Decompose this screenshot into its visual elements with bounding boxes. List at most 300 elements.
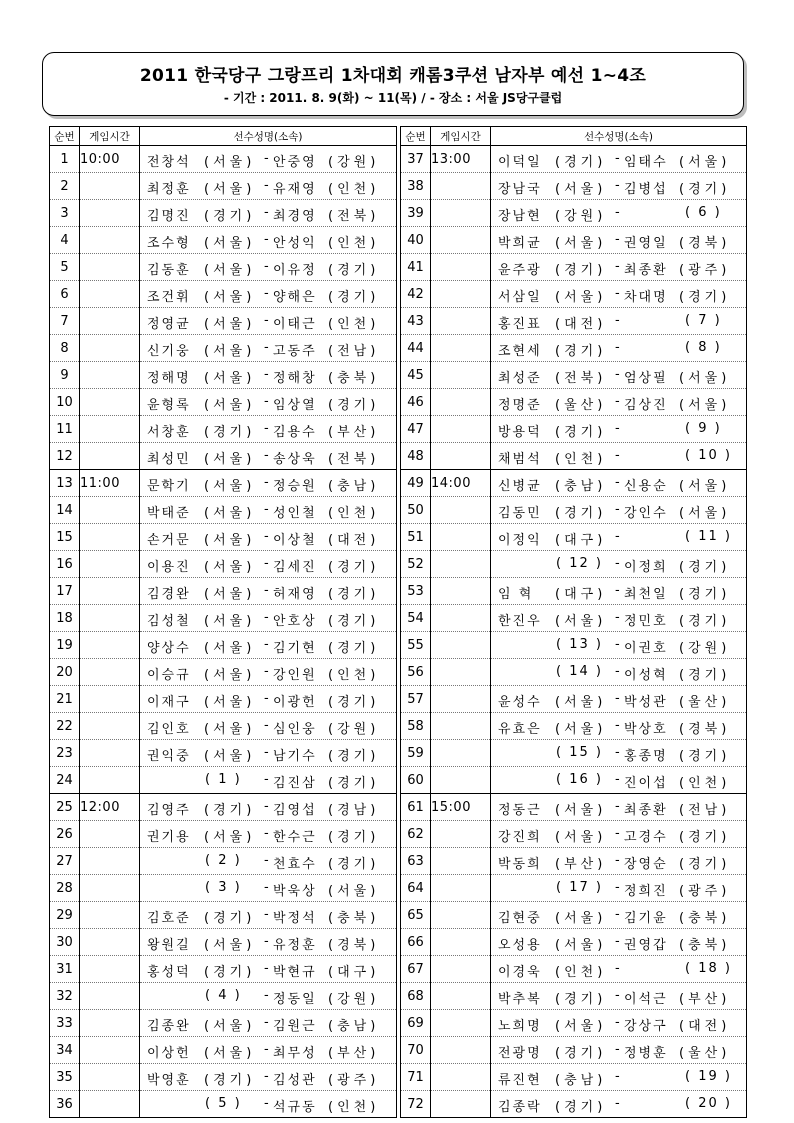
match-row — [401, 578, 747, 605]
player-b-name: 유재영 — [273, 182, 317, 197]
match-players — [491, 713, 747, 740]
player-a-region: (서울) — [555, 1019, 607, 1034]
player-b-region: (전남) — [679, 803, 731, 818]
player-b-region: (대전) — [328, 533, 380, 548]
seed-placeholder: ( 20 ) — [685, 1096, 732, 1111]
player-b-name: 송상욱 — [273, 452, 317, 467]
player-a-region: (서울) — [555, 803, 607, 818]
match-row — [401, 416, 747, 443]
player-a-region: (서울) — [204, 560, 256, 575]
player-b-name: 이권호 — [624, 641, 668, 656]
player-b-name: 안중영 — [273, 155, 317, 170]
player-a-region: (서울) — [204, 263, 256, 278]
match-number: 40 — [401, 227, 431, 254]
game-time — [80, 659, 140, 686]
match-row — [50, 1064, 397, 1091]
game-time — [431, 1010, 491, 1037]
versus-dash: - — [264, 961, 269, 976]
game-time — [80, 902, 140, 929]
versus-dash: - — [615, 637, 620, 652]
player-a-region: (부산) — [555, 857, 607, 872]
versus-dash: - — [615, 394, 620, 409]
player-b-region: (대구) — [328, 965, 380, 980]
match-row — [401, 362, 747, 389]
seed-placeholder: ( 19 ) — [685, 1069, 732, 1084]
game-time — [80, 308, 140, 335]
player-a-region: (울산) — [555, 398, 607, 413]
player-a-name: 권익중 — [147, 749, 191, 764]
player-a-name: 노희명 — [498, 1019, 542, 1034]
match-row — [401, 767, 747, 794]
player-b-region: (강원) — [679, 641, 731, 656]
game-time — [80, 497, 140, 524]
match-number: 32 — [50, 983, 80, 1010]
match-number: 68 — [401, 983, 431, 1010]
game-time: 14:00 — [431, 470, 491, 497]
match-players — [140, 470, 397, 497]
player-a-name: 김인호 — [147, 722, 191, 737]
player-b-name: 정승원 — [273, 479, 317, 494]
match-row — [50, 956, 397, 983]
player-b-region: (전북) — [328, 209, 380, 224]
versus-dash: - — [264, 907, 269, 922]
player-b-name: 최경영 — [273, 209, 317, 224]
versus-dash: - — [264, 151, 269, 166]
schedule-table-right — [400, 126, 747, 1118]
match-row — [401, 281, 747, 308]
player-b-name: 정희진 — [624, 884, 668, 899]
player-a-name: 강진희 — [498, 830, 542, 845]
match-number: 34 — [50, 1037, 80, 1064]
player-a-region: (서울) — [204, 317, 256, 332]
match-row — [401, 713, 747, 740]
player-a-name: 김경완 — [147, 587, 191, 602]
match-players — [491, 416, 747, 443]
player-b-name: 김진삼 — [273, 776, 317, 791]
title-box — [42, 52, 744, 116]
match-row — [401, 443, 747, 470]
player-b-name: 이정희 — [624, 560, 668, 575]
player-b-region: (경북) — [679, 722, 731, 737]
player-b-region: (경기) — [328, 263, 380, 278]
match-players — [140, 848, 397, 875]
player-b-region: (경기) — [679, 830, 731, 845]
match-row — [50, 767, 397, 794]
match-number: 67 — [401, 956, 431, 983]
player-b-name: 김원근 — [273, 1019, 317, 1034]
player-a-name: 이경욱 — [498, 965, 542, 980]
match-number: 19 — [50, 632, 80, 659]
match-row — [50, 794, 397, 821]
versus-dash: - — [615, 286, 620, 301]
player-a-name: 채범석 — [498, 452, 542, 467]
player-b-region: (충북) — [679, 911, 731, 926]
game-time — [80, 713, 140, 740]
player-b-name: 양해은 — [273, 290, 317, 305]
match-row — [50, 659, 397, 686]
player-b-name: 박상호 — [624, 722, 668, 737]
match-number: 4 — [50, 227, 80, 254]
player-b-name: 김병섭 — [624, 182, 668, 197]
match-row — [401, 254, 747, 281]
player-a-region: (서울) — [204, 290, 256, 305]
match-players — [491, 497, 747, 524]
match-players — [491, 1091, 747, 1118]
match-players — [491, 632, 747, 659]
player-b-region: (부산) — [328, 1046, 380, 1061]
match-row — [50, 173, 397, 200]
player-a-name: 윤주광 — [498, 263, 542, 278]
player-a-region: (서울) — [555, 236, 607, 251]
match-players — [491, 929, 747, 956]
versus-dash: - — [615, 421, 620, 436]
player-b-name: 최종환 — [624, 803, 668, 818]
versus-dash: - — [264, 934, 269, 949]
match-number: 60 — [401, 767, 431, 794]
match-row — [401, 605, 747, 632]
match-number: 51 — [401, 524, 431, 551]
match-row — [401, 1091, 747, 1118]
player-a-region: (서울) — [204, 938, 256, 953]
player-b-region: (경기) — [679, 290, 731, 305]
player-b-region: (전북) — [328, 452, 380, 467]
versus-dash: - — [264, 205, 269, 220]
game-time — [431, 362, 491, 389]
player-a-region: (경기) — [204, 803, 256, 818]
versus-dash: - — [615, 961, 620, 976]
player-a-name: 정해명 — [147, 371, 191, 386]
versus-dash: - — [264, 637, 269, 652]
player-a-name: 김명진 — [147, 209, 191, 224]
versus-dash: - — [264, 340, 269, 355]
player-b-region: (충북) — [328, 911, 380, 926]
match-number: 70 — [401, 1037, 431, 1064]
match-number: 47 — [401, 416, 431, 443]
match-row — [401, 200, 747, 227]
match-players — [491, 227, 747, 254]
match-players — [140, 956, 397, 983]
match-players — [491, 389, 747, 416]
match-players — [140, 983, 397, 1010]
match-row — [50, 227, 397, 254]
match-number: 63 — [401, 848, 431, 875]
player-a-name: 이상헌 — [147, 1046, 191, 1061]
match-row — [401, 848, 747, 875]
match-number: 49 — [401, 470, 431, 497]
match-players — [491, 551, 747, 578]
player-b-region: (광주) — [679, 884, 731, 899]
match-players — [140, 767, 397, 794]
player-a-region: (서울) — [204, 182, 256, 197]
player-a-name: 홍진표 — [498, 317, 542, 332]
player-a-name: 전창석 — [147, 155, 191, 170]
player-b-region: (울산) — [679, 1046, 731, 1061]
player-b-name: 김영섭 — [273, 803, 317, 818]
player-b-name: 유정훈 — [273, 938, 317, 953]
player-a-name: 정명준 — [498, 398, 542, 413]
player-a-region: (서울) — [555, 830, 607, 845]
player-b-region: (경기) — [328, 749, 380, 764]
match-players — [140, 308, 397, 335]
game-time — [431, 875, 491, 902]
match-players — [140, 497, 397, 524]
match-number: 56 — [401, 659, 431, 686]
player-a-region: (서울) — [555, 290, 607, 305]
player-b-region: (서울) — [679, 398, 731, 413]
versus-dash: - — [615, 664, 620, 679]
player-a-name: 신병균 — [498, 479, 542, 494]
player-a-region: (경기) — [204, 209, 256, 224]
match-number: 20 — [50, 659, 80, 686]
match-row — [401, 173, 747, 200]
match-players — [491, 605, 747, 632]
player-a-name: 김현중 — [498, 911, 542, 926]
versus-dash: - — [615, 934, 620, 949]
player-a-region: (서울) — [204, 398, 256, 413]
col-header-players: 선수성명(소속) — [140, 127, 397, 146]
match-row — [50, 254, 397, 281]
player-b-name: 정동일 — [273, 992, 317, 1007]
player-b-region: (경기) — [328, 641, 380, 656]
match-row — [401, 794, 747, 821]
player-b-name: 김상진 — [624, 398, 668, 413]
player-b-region: (경기) — [679, 749, 731, 764]
match-players — [491, 983, 747, 1010]
player-a-region: (전북) — [555, 371, 607, 386]
versus-dash: - — [264, 1069, 269, 1084]
player-b-name: 최종환 — [624, 263, 668, 278]
game-time: 15:00 — [431, 794, 491, 821]
match-number: 24 — [50, 767, 80, 794]
match-row — [50, 713, 397, 740]
player-a-region: (서울) — [204, 722, 256, 737]
match-number: 17 — [50, 578, 80, 605]
player-b-region: (대전) — [679, 1019, 731, 1034]
match-number: 5 — [50, 254, 80, 281]
versus-dash: - — [615, 232, 620, 247]
player-a-region: (서울) — [204, 236, 256, 251]
match-number: 72 — [401, 1091, 431, 1118]
player-b-name: 강인원 — [273, 668, 317, 683]
match-row — [401, 1010, 747, 1037]
match-row — [50, 1091, 397, 1118]
player-b-region: (경기) — [328, 290, 380, 305]
match-players — [491, 902, 747, 929]
player-b-region: (부산) — [679, 992, 731, 1007]
player-a-region: (경기) — [204, 911, 256, 926]
match-players — [491, 1064, 747, 1091]
player-a-region: (서울) — [204, 614, 256, 629]
player-b-region: (경기) — [679, 587, 731, 602]
match-row — [401, 659, 747, 686]
player-b-region: (강원) — [328, 992, 380, 1007]
match-players — [491, 335, 747, 362]
match-players — [140, 821, 397, 848]
match-row — [401, 821, 747, 848]
player-a-name: 권기용 — [147, 830, 191, 845]
match-number: 21 — [50, 686, 80, 713]
game-time — [80, 551, 140, 578]
player-b-region: (경기) — [328, 398, 380, 413]
player-a-region: (경기) — [555, 344, 607, 359]
player-b-region: (인천) — [328, 317, 380, 332]
player-b-region: (경북) — [328, 938, 380, 953]
seed-placeholder: ( 1 ) — [205, 772, 242, 787]
match-row — [401, 875, 747, 902]
match-number: 25 — [50, 794, 80, 821]
game-time — [431, 740, 491, 767]
player-b-region: (인천) — [328, 236, 380, 251]
match-row — [401, 632, 747, 659]
player-b-region: (서울) — [679, 371, 731, 386]
versus-dash: - — [615, 556, 620, 571]
match-players — [140, 335, 397, 362]
versus-dash: - — [615, 529, 620, 544]
match-number: 30 — [50, 929, 80, 956]
match-number: 23 — [50, 740, 80, 767]
player-a-name: 정동근 — [498, 803, 542, 818]
col-header-players: 선수성명(소속) — [491, 127, 747, 146]
col-header-time: 게임시간 — [431, 127, 491, 146]
col-header-time: 게임시간 — [80, 127, 140, 146]
match-row — [50, 1010, 397, 1037]
player-a-region: (경기) — [555, 992, 607, 1007]
player-a-region: (충남) — [555, 479, 607, 494]
match-row — [50, 362, 397, 389]
player-b-name: 임태수 — [624, 155, 668, 170]
seed-placeholder: ( 14 ) — [556, 664, 603, 679]
versus-dash: - — [615, 826, 620, 841]
player-b-name: 고동주 — [273, 344, 317, 359]
match-number: 22 — [50, 713, 80, 740]
match-players — [140, 389, 397, 416]
match-players — [140, 794, 397, 821]
game-time — [431, 713, 491, 740]
player-a-name: 윤성수 — [498, 695, 542, 710]
player-b-name: 박욱상 — [273, 884, 317, 899]
match-number: 27 — [50, 848, 80, 875]
match-players — [140, 1091, 397, 1118]
player-a-name: 김영주 — [147, 803, 191, 818]
player-a-region: (서울) — [204, 452, 256, 467]
match-players — [491, 578, 747, 605]
player-a-name: 이정익 — [498, 533, 542, 548]
player-b-region: (인천) — [679, 776, 731, 791]
match-row — [50, 416, 397, 443]
game-time — [431, 983, 491, 1010]
match-row — [401, 146, 747, 173]
game-time — [80, 767, 140, 794]
player-b-region: (경기) — [679, 182, 731, 197]
match-row — [401, 686, 747, 713]
player-a-name: 최성민 — [147, 452, 191, 467]
player-b-name: 이유정 — [273, 263, 317, 278]
game-time — [431, 902, 491, 929]
game-time — [80, 1037, 140, 1064]
versus-dash: - — [615, 1015, 620, 1030]
game-time — [80, 416, 140, 443]
player-a-name: 양상수 — [147, 641, 191, 656]
versus-dash: - — [615, 799, 620, 814]
seed-placeholder: ( 17 ) — [556, 880, 603, 895]
match-players — [140, 551, 397, 578]
player-a-name: 서창훈 — [147, 425, 191, 440]
match-players — [140, 443, 397, 470]
player-a-region: (서울) — [204, 1046, 256, 1061]
player-b-name: 강상구 — [624, 1019, 668, 1034]
game-time — [431, 524, 491, 551]
versus-dash: - — [264, 826, 269, 841]
match-number: 43 — [401, 308, 431, 335]
player-b-name: 이광헌 — [273, 695, 317, 710]
versus-dash: - — [615, 502, 620, 517]
game-time — [80, 443, 140, 470]
versus-dash: - — [264, 178, 269, 193]
match-number: 16 — [50, 551, 80, 578]
game-time — [80, 524, 140, 551]
match-number: 10 — [50, 389, 80, 416]
match-players — [491, 686, 747, 713]
player-b-region: (강원) — [328, 722, 380, 737]
versus-dash: - — [615, 367, 620, 382]
player-a-name: 정영균 — [147, 317, 191, 332]
match-number: 57 — [401, 686, 431, 713]
match-number: 53 — [401, 578, 431, 605]
player-a-region: (경기) — [555, 506, 607, 521]
player-a-region: (서울) — [204, 695, 256, 710]
player-a-region: (대구) — [555, 587, 607, 602]
player-a-name: 한진우 — [498, 614, 542, 629]
match-players — [140, 578, 397, 605]
match-players — [140, 281, 397, 308]
versus-dash: - — [264, 691, 269, 706]
versus-dash: - — [615, 907, 620, 922]
versus-dash: - — [264, 259, 269, 274]
player-b-name: 김기현 — [273, 641, 317, 656]
match-players — [491, 470, 747, 497]
match-row — [50, 821, 397, 848]
match-row — [50, 443, 397, 470]
match-number: 71 — [401, 1064, 431, 1091]
versus-dash: - — [264, 448, 269, 463]
versus-dash: - — [615, 691, 620, 706]
match-players — [491, 1010, 747, 1037]
match-players — [491, 200, 747, 227]
match-row — [50, 146, 397, 173]
match-row — [401, 497, 747, 524]
player-b-region: (경기) — [328, 695, 380, 710]
match-number: 50 — [401, 497, 431, 524]
match-number: 13 — [50, 470, 80, 497]
match-number: 45 — [401, 362, 431, 389]
match-number: 35 — [50, 1064, 80, 1091]
match-row — [401, 740, 747, 767]
player-b-region: (경기) — [328, 614, 380, 629]
player-a-name: 박추복 — [498, 992, 542, 1007]
game-time — [431, 281, 491, 308]
match-number: 26 — [50, 821, 80, 848]
game-time — [431, 659, 491, 686]
player-a-name: 유효은 — [498, 722, 542, 737]
player-a-name: 박태준 — [147, 506, 191, 521]
match-players — [491, 362, 747, 389]
match-number: 9 — [50, 362, 80, 389]
player-b-name: 정해창 — [273, 371, 317, 386]
match-number: 69 — [401, 1010, 431, 1037]
game-time — [80, 632, 140, 659]
match-row — [401, 983, 747, 1010]
player-b-region: (충남) — [328, 479, 380, 494]
